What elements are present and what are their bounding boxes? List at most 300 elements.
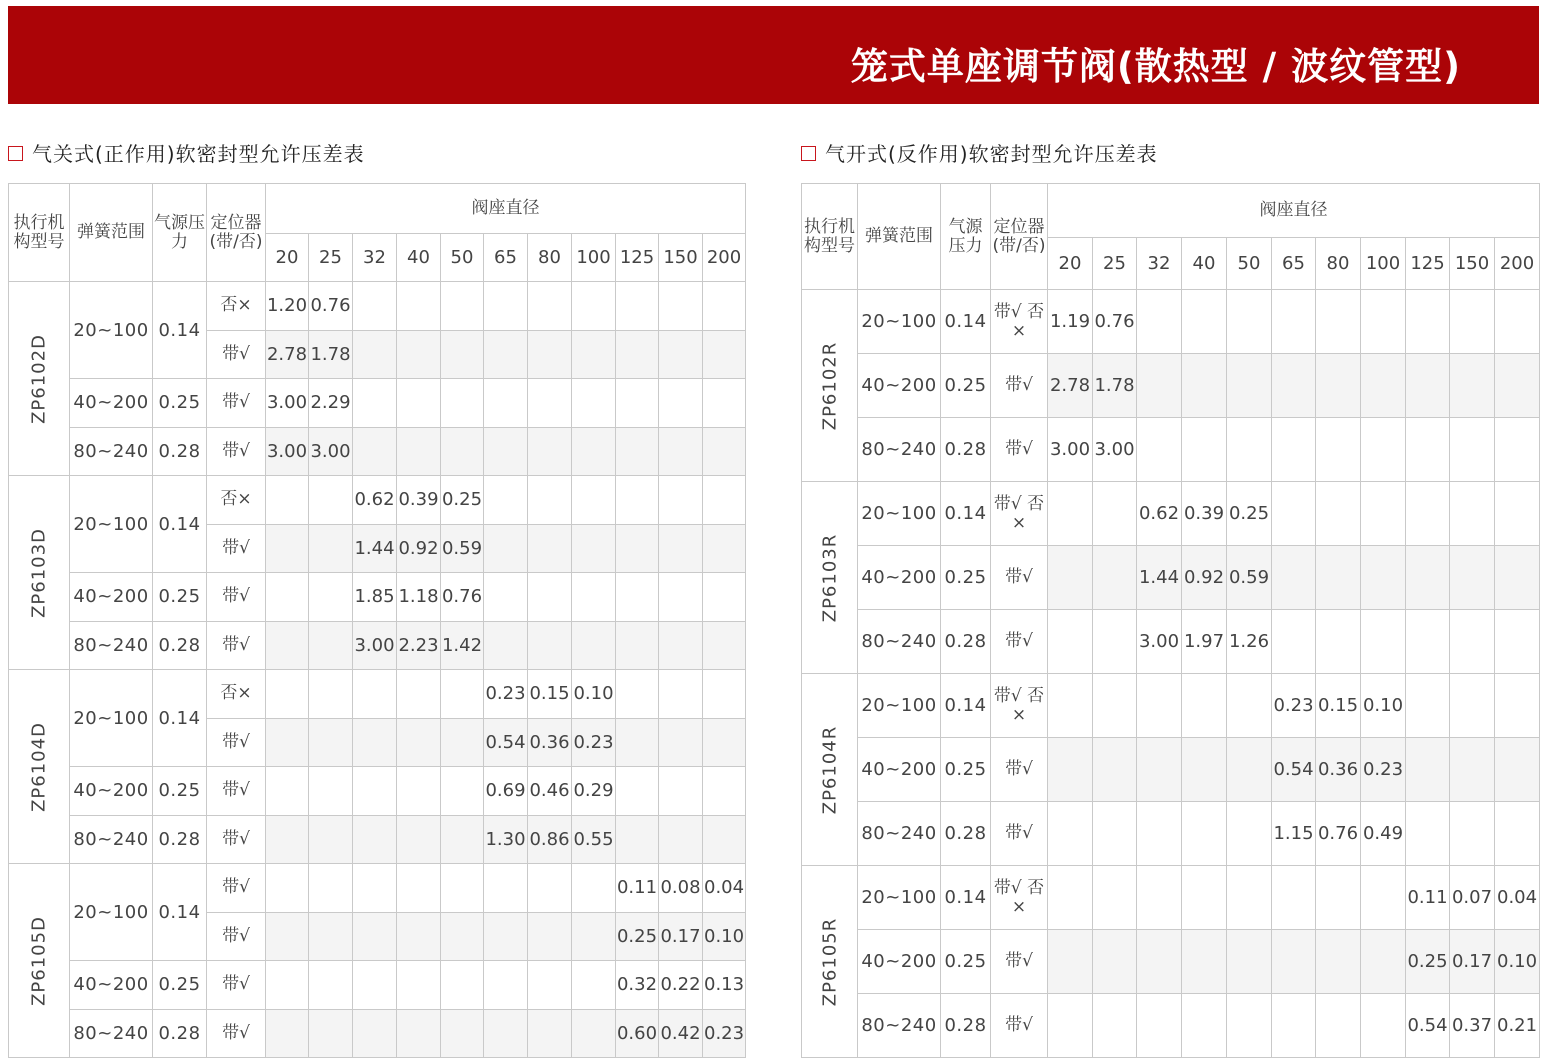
pressure-value-cell <box>441 815 484 864</box>
header-spring-range: 弹簧范围 <box>70 184 153 282</box>
pressure-value-cell <box>1093 802 1137 866</box>
spring-range-cell: 20~100 <box>858 482 941 546</box>
pressure-value-cell <box>484 476 528 525</box>
positioner-cell: 带√ <box>991 354 1048 418</box>
spring-range-cell: 80~240 <box>858 994 941 1058</box>
pressure-value-cell <box>353 427 397 476</box>
pressure-value-cell: 0.10 <box>1361 674 1406 738</box>
pressure-value-cell: 0.13 <box>703 961 746 1010</box>
positioner-cell: 带√ <box>991 546 1048 610</box>
pressure-value-cell <box>1182 866 1227 930</box>
positioner-cell: 否× <box>207 476 266 525</box>
pressure-value-cell: 0.76 <box>1316 802 1361 866</box>
air-pressure-cell: 0.28 <box>153 427 207 476</box>
spring-range-cell: 40~200 <box>858 738 941 802</box>
air-pressure-cell: 0.25 <box>153 379 207 428</box>
pressure-value-cell <box>1272 610 1316 674</box>
pressure-value-cell: 0.76 <box>1093 290 1137 354</box>
pressure-value-cell <box>397 379 441 428</box>
positioner-cell: 否× <box>207 670 266 719</box>
air-pressure-cell: 0.28 <box>941 418 991 482</box>
pressure-value-cell <box>528 961 572 1010</box>
pressure-value-cell <box>266 864 309 913</box>
air-pressure-cell: 0.25 <box>941 930 991 994</box>
pressure-value-cell <box>1272 418 1316 482</box>
pressure-value-cell <box>1406 290 1450 354</box>
pressure-value-cell <box>1406 354 1450 418</box>
pressure-value-cell <box>572 524 616 573</box>
pressure-value-cell: 0.32 <box>616 961 659 1010</box>
spring-range-cell: 20~100 <box>858 866 941 930</box>
pressure-value-cell: 3.00 <box>1137 610 1182 674</box>
pressure-value-cell <box>309 718 353 767</box>
pressure-value-cell <box>397 912 441 961</box>
air-pressure-cell: 0.25 <box>941 354 991 418</box>
spring-range-cell: 40~200 <box>858 546 941 610</box>
size-header-20: 20 <box>1048 238 1093 290</box>
pressure-value-cell <box>528 476 572 525</box>
pressure-value-cell <box>572 427 616 476</box>
actuator-model-label: ZP6102R <box>819 341 840 430</box>
positioner-cell: 带√ <box>207 621 266 670</box>
pressure-value-cell <box>616 282 659 331</box>
air-pressure-cell: 0.14 <box>153 476 207 573</box>
table-row <box>802 802 1540 866</box>
pressure-value-cell <box>1316 418 1361 482</box>
pressure-value-cell <box>441 718 484 767</box>
header-positioner: 定位器(带/否) <box>207 184 266 282</box>
size-header-80: 80 <box>528 234 572 282</box>
pressure-value-cell <box>572 1009 616 1058</box>
pressure-value-cell <box>616 670 659 719</box>
pressure-value-cell <box>1406 482 1450 546</box>
positioner-cell: 带√ <box>207 379 266 428</box>
pressure-value-cell <box>1048 482 1093 546</box>
pressure-value-cell <box>1361 866 1406 930</box>
pressure-value-cell: 0.25 <box>1227 482 1272 546</box>
air-pressure-cell: 0.14 <box>941 866 991 930</box>
pressure-value-cell <box>1495 418 1540 482</box>
pressure-value-cell <box>1406 546 1450 610</box>
table-row <box>9 282 746 331</box>
pressure-value-cell: 0.69 <box>484 767 528 816</box>
spring-range-cell: 80~240 <box>858 418 941 482</box>
positioner-cell: 带√ <box>207 524 266 573</box>
pressure-value-cell: 0.62 <box>353 476 397 525</box>
pressure-value-cell <box>1093 674 1137 738</box>
pressure-value-cell <box>659 718 703 767</box>
spring-range-cell: 80~240 <box>70 1009 153 1058</box>
pressure-value-cell <box>1137 418 1182 482</box>
pressure-value-cell <box>659 427 703 476</box>
table-row <box>9 864 746 913</box>
pressure-value-cell <box>1137 354 1182 418</box>
spring-range-cell: 80~240 <box>70 621 153 670</box>
pressure-value-cell <box>397 670 441 719</box>
table-row <box>802 418 1540 482</box>
header-row <box>9 184 746 234</box>
pressure-value-cell <box>309 670 353 719</box>
actuator-model-label: ZP6105R <box>819 917 840 1006</box>
pressure-value-cell <box>1495 674 1540 738</box>
pressure-value-cell: 1.26 <box>1227 610 1272 674</box>
pressure-value-cell: 0.92 <box>397 524 441 573</box>
pressure-value-cell <box>616 427 659 476</box>
positioner-cell: 带√ 否× <box>991 866 1048 930</box>
pressure-value-cell <box>266 573 309 622</box>
pressure-value-cell: 0.15 <box>528 670 572 719</box>
pressure-value-cell <box>616 379 659 428</box>
pressure-value-cell <box>441 1009 484 1058</box>
pressure-value-cell: 3.00 <box>266 379 309 428</box>
pressure-value-cell <box>1182 738 1227 802</box>
pressure-value-cell <box>441 864 484 913</box>
table-row <box>802 354 1540 418</box>
pressure-value-cell: 0.59 <box>1227 546 1272 610</box>
spring-range-cell: 20~100 <box>70 476 153 573</box>
pressure-value-cell <box>441 379 484 428</box>
positioner-cell: 带√ 否× <box>991 290 1048 354</box>
pressure-value-cell <box>1272 546 1316 610</box>
pressure-value-cell <box>1450 482 1495 546</box>
pressure-value-cell <box>484 961 528 1010</box>
spring-range-cell: 40~200 <box>858 930 941 994</box>
pressure-value-cell <box>616 718 659 767</box>
pressure-value-cell <box>1227 994 1272 1058</box>
size-header-50: 50 <box>1227 238 1272 290</box>
pressure-value-cell <box>616 815 659 864</box>
pressure-value-cell <box>703 427 746 476</box>
air-pressure-cell: 0.25 <box>153 573 207 622</box>
pressure-value-cell <box>659 815 703 864</box>
pressure-value-cell <box>1495 482 1540 546</box>
pressure-value-cell <box>1182 674 1227 738</box>
pressure-value-cell <box>1272 354 1316 418</box>
size-header-32: 32 <box>1137 238 1182 290</box>
table-row <box>9 379 746 428</box>
spring-range-cell: 40~200 <box>70 573 153 622</box>
pressure-value-cell <box>484 379 528 428</box>
pressure-value-cell: 3.00 <box>1048 418 1093 482</box>
pressure-value-cell <box>1406 802 1450 866</box>
pressure-value-cell: 0.23 <box>703 1009 746 1058</box>
pressure-value-cell: 0.15 <box>1316 674 1361 738</box>
air-pressure-cell: 0.14 <box>941 674 991 738</box>
pressure-value-cell <box>1272 482 1316 546</box>
pressure-value-cell <box>616 330 659 379</box>
pressure-value-cell <box>528 379 572 428</box>
pressure-value-cell: 0.59 <box>441 524 484 573</box>
pressure-value-cell <box>1093 482 1137 546</box>
header-actuator-model: 执行机构型号 <box>802 184 858 290</box>
pressure-value-cell <box>1137 994 1182 1058</box>
pressure-value-cell <box>1093 930 1137 994</box>
pressure-value-cell <box>528 621 572 670</box>
pressure-value-cell <box>353 670 397 719</box>
pressure-value-cell <box>1450 674 1495 738</box>
pressure-value-cell <box>397 282 441 331</box>
pressure-value-cell <box>703 718 746 767</box>
positioner-cell: 带√ <box>991 994 1048 1058</box>
pressure-value-cell <box>1406 738 1450 802</box>
pressure-value-cell <box>1406 610 1450 674</box>
pressure-value-cell <box>1361 290 1406 354</box>
positioner-cell: 否× <box>207 282 266 331</box>
pressure-value-cell <box>1182 290 1227 354</box>
positioner-cell: 带√ <box>991 802 1048 866</box>
pressure-value-cell <box>703 330 746 379</box>
table-row <box>9 427 746 476</box>
pressure-value-cell <box>441 282 484 331</box>
pressure-value-cell <box>1316 994 1361 1058</box>
pressure-value-cell: 0.76 <box>309 282 353 331</box>
pressure-value-cell: 0.25 <box>616 912 659 961</box>
pressure-value-cell <box>484 427 528 476</box>
pressure-value-cell: 2.78 <box>266 330 309 379</box>
pressure-value-cell <box>616 621 659 670</box>
pressure-value-cell <box>266 670 309 719</box>
pressure-value-cell <box>397 864 441 913</box>
pressure-value-cell: 0.17 <box>659 912 703 961</box>
spring-range-cell: 80~240 <box>858 610 941 674</box>
pressure-value-cell <box>1048 866 1093 930</box>
table-row <box>9 476 746 525</box>
size-header-25: 25 <box>309 234 353 282</box>
pressure-value-cell: 3.00 <box>1093 418 1137 482</box>
pressure-value-cell <box>1182 354 1227 418</box>
pressure-value-cell <box>659 476 703 525</box>
pressure-value-cell <box>528 330 572 379</box>
size-header-125: 125 <box>1406 238 1450 290</box>
positioner-cell: 带√ <box>991 418 1048 482</box>
pressure-value-cell <box>1093 610 1137 674</box>
pressure-value-cell <box>1182 418 1227 482</box>
pressure-value-cell: 0.86 <box>528 815 572 864</box>
pressure-value-cell <box>309 573 353 622</box>
section-title-left-text: 气关式(正作用)软密封型允许压差表 <box>32 142 365 166</box>
pressure-value-cell <box>528 912 572 961</box>
pressure-value-cell <box>659 379 703 428</box>
pressure-value-cell <box>1227 738 1272 802</box>
pressure-value-cell <box>703 524 746 573</box>
pressure-value-cell: 0.08 <box>659 864 703 913</box>
pressure-value-cell <box>616 524 659 573</box>
table-row <box>802 610 1540 674</box>
pressure-value-cell <box>1048 802 1093 866</box>
pressure-value-cell <box>1495 546 1540 610</box>
pressure-value-cell <box>659 621 703 670</box>
pressure-value-cell <box>1227 802 1272 866</box>
pressure-value-cell <box>703 767 746 816</box>
pressure-value-cell: 1.85 <box>353 573 397 622</box>
pressure-value-cell <box>397 767 441 816</box>
title-banner <box>8 6 1539 104</box>
pressure-value-cell <box>309 767 353 816</box>
pressure-value-cell <box>484 330 528 379</box>
size-header-50: 50 <box>441 234 484 282</box>
pressure-value-cell: 0.54 <box>1272 738 1316 802</box>
actuator-model-label: ZP6105D <box>28 915 50 1006</box>
air-pressure-cell: 0.28 <box>941 802 991 866</box>
pressure-value-cell <box>484 864 528 913</box>
air-pressure-cell: 0.14 <box>941 290 991 354</box>
pressure-value-cell: 0.23 <box>1272 674 1316 738</box>
pressure-value-cell <box>1048 930 1093 994</box>
actuator-model-label: ZP6104D <box>28 721 50 812</box>
table-row <box>802 930 1540 994</box>
positioner-cell: 带√ <box>991 738 1048 802</box>
pressure-value-cell: 1.15 <box>1272 802 1316 866</box>
pressure-value-cell <box>1048 546 1093 610</box>
size-header-65: 65 <box>484 234 528 282</box>
pressure-value-cell <box>1227 354 1272 418</box>
header-seat-diameter: 阀座直径 <box>266 184 746 234</box>
spring-range-cell: 40~200 <box>70 767 153 816</box>
pressure-value-cell: 0.23 <box>572 718 616 767</box>
positioner-cell: 带√ <box>991 930 1048 994</box>
page-title: 笼式单座调节阀(散热型 / 波纹管型) <box>850 45 1461 88</box>
pressure-value-cell <box>659 573 703 622</box>
pressure-value-cell <box>1361 610 1406 674</box>
pressure-value-cell: 3.00 <box>309 427 353 476</box>
pressure-value-cell <box>441 912 484 961</box>
pressure-value-cell <box>1495 738 1540 802</box>
pressure-value-cell <box>1316 290 1361 354</box>
pressure-value-cell: 1.78 <box>1093 354 1137 418</box>
actuator-model-cell <box>9 282 70 476</box>
table-row <box>9 573 746 622</box>
air-pressure-cell: 0.25 <box>153 767 207 816</box>
pressure-value-cell <box>703 476 746 525</box>
positioner-cell: 带√ <box>207 718 266 767</box>
pressure-value-cell <box>1272 994 1316 1058</box>
pressure-value-cell <box>1137 930 1182 994</box>
section-title-right <box>801 141 1158 167</box>
pressure-value-cell: 0.36 <box>528 718 572 767</box>
pressure-value-cell: 0.39 <box>1182 482 1227 546</box>
spring-range-cell: 40~200 <box>70 961 153 1010</box>
pressure-value-cell <box>1450 418 1495 482</box>
pressure-value-cell <box>1048 610 1093 674</box>
pressure-value-cell <box>309 815 353 864</box>
section-title-right-text: 气开式(反作用)软密封型允许压差表 <box>825 142 1158 166</box>
pressure-value-cell: 2.23 <box>397 621 441 670</box>
pressure-value-cell <box>616 476 659 525</box>
pressure-value-cell <box>1048 674 1093 738</box>
air-pressure-cell: 0.28 <box>153 815 207 864</box>
pressure-value-cell: 0.46 <box>528 767 572 816</box>
pressure-value-cell <box>266 815 309 864</box>
pressure-value-cell <box>1272 930 1316 994</box>
pressure-value-cell <box>1361 354 1406 418</box>
pressure-value-cell <box>441 427 484 476</box>
pressure-value-cell <box>572 476 616 525</box>
pressure-value-cell: 1.30 <box>484 815 528 864</box>
pressure-value-cell <box>572 912 616 961</box>
pressure-value-cell <box>572 864 616 913</box>
pressure-value-cell <box>441 961 484 1010</box>
pressure-value-cell <box>353 767 397 816</box>
size-header-100: 100 <box>572 234 616 282</box>
positioner-cell: 带√ <box>207 864 266 913</box>
pressure-value-cell <box>572 961 616 1010</box>
pressure-value-cell <box>616 573 659 622</box>
pressure-value-cell <box>1316 610 1361 674</box>
pressure-value-cell <box>484 282 528 331</box>
pressure-value-cell <box>528 282 572 331</box>
air-pressure-cell: 0.28 <box>941 610 991 674</box>
positioner-cell: 带√ <box>207 767 266 816</box>
actuator-model-label: ZP6102D <box>28 333 50 424</box>
pressure-value-cell <box>1093 546 1137 610</box>
pressure-value-cell <box>484 621 528 670</box>
pressure-value-cell <box>572 379 616 428</box>
header-row <box>802 184 1540 238</box>
pressure-value-cell <box>703 282 746 331</box>
air-pressure-cell: 0.25 <box>941 738 991 802</box>
pressure-value-cell <box>353 330 397 379</box>
pressure-value-cell <box>1406 418 1450 482</box>
spring-range-cell: 40~200 <box>70 379 153 428</box>
pressure-value-cell <box>528 573 572 622</box>
pressure-value-cell <box>1361 482 1406 546</box>
table-row <box>802 674 1540 738</box>
air-pressure-cell: 0.28 <box>153 621 207 670</box>
pressure-table-air-open <box>801 183 1540 1058</box>
pressure-value-cell <box>1137 290 1182 354</box>
actuator-model-cell <box>802 674 858 866</box>
pressure-value-cell: 2.78 <box>1048 354 1093 418</box>
pressure-value-cell: 0.21 <box>1495 994 1540 1058</box>
pressure-value-cell: 0.11 <box>1406 866 1450 930</box>
pressure-value-cell: 2.29 <box>309 379 353 428</box>
pressure-value-cell <box>1227 674 1272 738</box>
pressure-value-cell: 1.42 <box>441 621 484 670</box>
size-header-150: 150 <box>1450 238 1495 290</box>
pressure-value-cell <box>572 330 616 379</box>
table-row <box>9 1009 746 1058</box>
pressure-value-cell: 1.44 <box>353 524 397 573</box>
pressure-value-cell <box>1316 866 1361 930</box>
pressure-value-cell: 0.76 <box>441 573 484 622</box>
size-header-100: 100 <box>1361 238 1406 290</box>
pressure-value-cell <box>572 621 616 670</box>
table-row <box>802 994 1540 1058</box>
pressure-value-cell <box>1450 738 1495 802</box>
pressure-value-cell <box>1137 866 1182 930</box>
pressure-value-cell <box>484 912 528 961</box>
pressure-value-cell <box>1361 930 1406 994</box>
pressure-value-cell <box>1137 674 1182 738</box>
pressure-value-cell <box>616 767 659 816</box>
pressure-value-cell <box>266 912 309 961</box>
pressure-value-cell: 1.78 <box>309 330 353 379</box>
pressure-value-cell <box>441 767 484 816</box>
pressure-value-cell: 0.54 <box>484 718 528 767</box>
pressure-value-cell <box>1048 738 1093 802</box>
table-row <box>802 482 1540 546</box>
pressure-value-cell: 0.49 <box>1361 802 1406 866</box>
pressure-value-cell: 0.10 <box>1495 930 1540 994</box>
air-pressure-cell: 0.28 <box>153 1009 207 1058</box>
pressure-value-cell <box>353 718 397 767</box>
pressure-value-cell <box>572 282 616 331</box>
spring-range-cell: 20~100 <box>70 864 153 961</box>
actuator-model-label: ZP6103R <box>819 533 840 622</box>
table-row <box>802 290 1540 354</box>
pressure-value-cell <box>397 427 441 476</box>
pressure-value-cell <box>1316 354 1361 418</box>
